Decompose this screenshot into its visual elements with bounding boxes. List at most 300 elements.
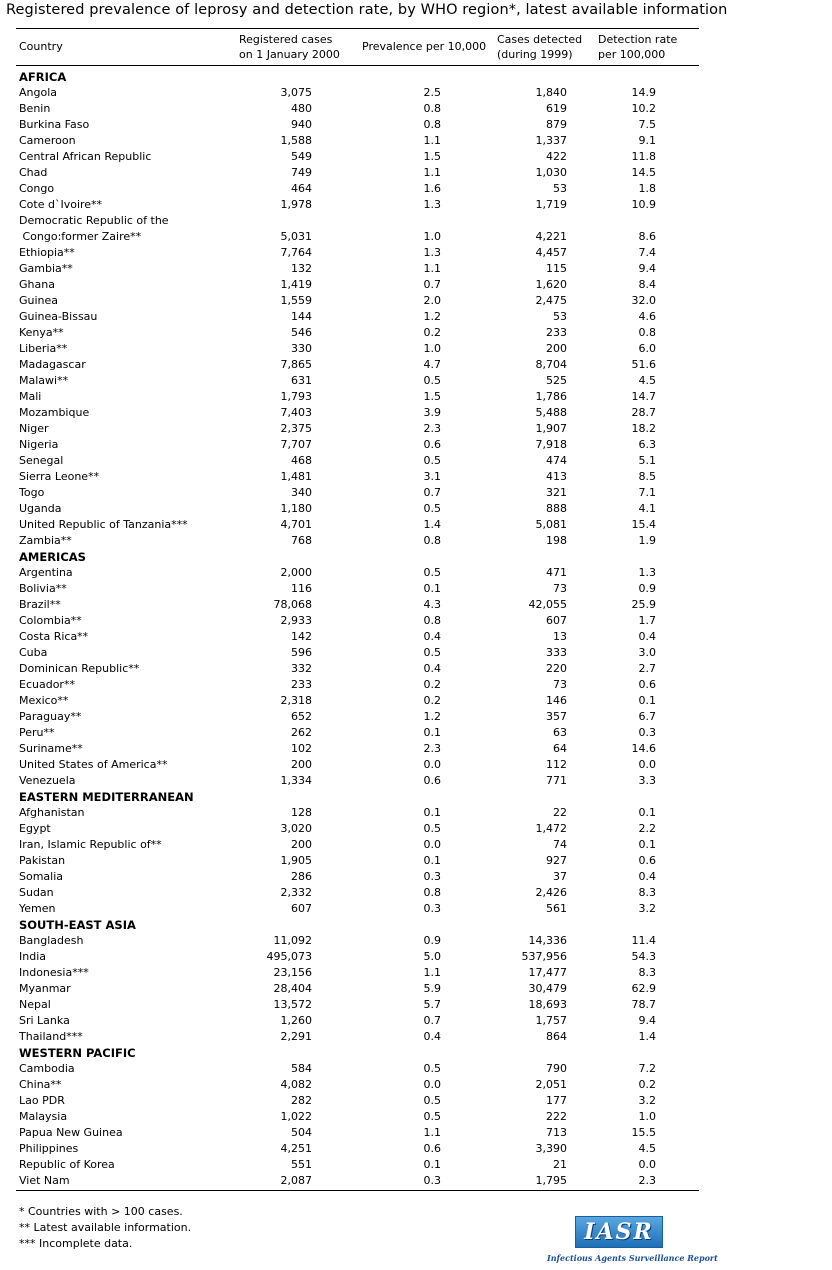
country-name: Ecuador** <box>19 678 75 691</box>
registered-cases: 2,332 <box>280 886 312 899</box>
table-row <box>16 149 699 165</box>
registered-cases: 1,559 <box>280 294 312 307</box>
cases-detected: 321 <box>546 486 567 499</box>
registered-cases: 1,180 <box>280 502 312 515</box>
table-row <box>16 533 699 549</box>
prevalence-value: 0.6 <box>423 438 441 451</box>
country-name: Republic of Korea <box>19 1158 115 1171</box>
detection-rate: 14.5 <box>631 166 656 179</box>
registered-cases: 78,068 <box>273 598 312 611</box>
country-name: United Republic of Tanzania*** <box>19 518 188 531</box>
country-name: Kenya** <box>19 326 64 339</box>
registered-cases: 4,082 <box>280 1078 312 1091</box>
table-row <box>16 725 699 741</box>
country-name: Sierra Leone** <box>19 470 100 483</box>
registered-cases: 464 <box>291 182 312 195</box>
registered-cases: 2,318 <box>280 694 312 707</box>
detection-rate: 15.4 <box>631 518 656 531</box>
detection-rate: 0.3 <box>638 726 656 739</box>
cases-detected: 790 <box>546 1062 567 1075</box>
cases-detected: 1,795 <box>535 1174 567 1187</box>
header-detected-line2: (during 1999) <box>497 48 573 61</box>
cases-detected: 1,472 <box>535 822 567 835</box>
cases-detected: 1,030 <box>535 166 567 179</box>
country-name: Suriname** <box>19 742 83 755</box>
detection-rate: 2.7 <box>638 662 656 675</box>
table-row <box>16 133 699 149</box>
table-row <box>16 325 699 341</box>
table-row <box>16 469 699 485</box>
registered-cases: 749 <box>291 166 312 179</box>
cases-detected: 1,337 <box>535 134 567 147</box>
cases-detected: 4,457 <box>535 246 567 259</box>
country-name: Dominican Republic** <box>19 662 140 675</box>
detection-rate: 1.7 <box>638 614 656 627</box>
registered-cases: 282 <box>291 1094 312 1107</box>
header-country: Country <box>19 40 63 53</box>
table-row <box>16 437 699 453</box>
registered-cases: 233 <box>291 678 312 691</box>
table-row <box>16 645 699 661</box>
cases-detected: 927 <box>546 854 567 867</box>
prevalence-value: 1.3 <box>423 246 441 259</box>
registered-cases: 7,764 <box>280 246 312 259</box>
prevalence-value: 0.7 <box>423 278 441 291</box>
detection-rate: 62.9 <box>631 982 656 995</box>
detection-rate: 1.3 <box>638 566 656 579</box>
table-row <box>16 965 699 981</box>
country-name: Viet Nam <box>19 1174 70 1187</box>
cases-detected: 713 <box>546 1126 567 1139</box>
registered-cases: 551 <box>291 1158 312 1171</box>
registered-cases: 546 <box>291 326 312 339</box>
detection-rate: 8.5 <box>638 470 656 483</box>
registered-cases: 23,156 <box>273 966 312 979</box>
prevalence-value: 1.0 <box>423 342 441 355</box>
prevalence-value: 1.1 <box>423 166 441 179</box>
country-name: Bolivia** <box>19 582 67 595</box>
detection-rate: 4.6 <box>638 310 656 323</box>
cases-detected: 2,426 <box>535 886 567 899</box>
prevalence-value: 1.3 <box>423 198 441 211</box>
registered-cases: 1,905 <box>280 854 312 867</box>
registered-cases: 128 <box>291 806 312 819</box>
table-row <box>16 389 699 405</box>
prevalence-value: 0.8 <box>423 886 441 899</box>
detection-rate: 11.4 <box>631 934 656 947</box>
cases-detected: 13 <box>553 630 567 643</box>
detection-rate: 1.4 <box>638 1030 656 1043</box>
registered-cases: 200 <box>291 838 312 851</box>
cases-detected: 42,055 <box>528 598 567 611</box>
detection-rate: 7.5 <box>638 118 656 131</box>
country-name: Zambia** <box>19 534 72 547</box>
cases-detected: 537,956 <box>521 950 567 963</box>
region-heading <box>16 1045 699 1061</box>
country-name: Yemen <box>19 902 56 915</box>
table-row <box>16 373 699 389</box>
country-name: Nepal <box>19 998 51 1011</box>
registered-cases: 4,701 <box>280 518 312 531</box>
cases-detected: 7,918 <box>535 438 567 451</box>
country-name: Ethiopia** <box>19 246 75 259</box>
region-name: AMERICAS <box>19 550 86 564</box>
prevalence-value: 0.0 <box>423 758 441 771</box>
registered-cases: 13,572 <box>273 998 312 1011</box>
cases-detected: 333 <box>546 646 567 659</box>
table-row <box>16 213 699 229</box>
prevalence-value: 0.5 <box>423 566 441 579</box>
iasr-logo-text: IASR <box>584 1219 654 1245</box>
prevalence-value: 5.7 <box>423 998 441 1011</box>
prevalence-value: 0.1 <box>423 806 441 819</box>
country-name: Brazil** <box>19 598 61 611</box>
cases-detected: 200 <box>546 342 567 355</box>
table-row <box>16 1109 699 1125</box>
header-registered-line1: Registered cases <box>239 33 333 46</box>
country-name: Mozambique <box>19 406 90 419</box>
iasr-logo-box <box>575 1216 663 1248</box>
prevalence-value: 0.3 <box>423 870 441 883</box>
table-row <box>16 341 699 357</box>
region-heading <box>16 69 699 85</box>
table-row <box>16 1157 699 1173</box>
registered-cases: 2,933 <box>280 614 312 627</box>
table-row <box>16 101 699 117</box>
table-row <box>16 949 699 965</box>
country-name: Philippines <box>19 1142 79 1155</box>
registered-cases: 3,075 <box>280 86 312 99</box>
table-row <box>16 1029 699 1045</box>
prevalence-value: 0.0 <box>423 838 441 851</box>
registered-cases: 132 <box>291 262 312 275</box>
registered-cases: 2,291 <box>280 1030 312 1043</box>
table-row <box>16 901 699 917</box>
detection-rate: 14.9 <box>631 86 656 99</box>
table-row <box>16 1077 699 1093</box>
cases-detected: 4,221 <box>535 230 567 243</box>
cases-detected: 1,719 <box>535 198 567 211</box>
detection-rate: 0.0 <box>638 758 656 771</box>
detection-rate: 6.0 <box>638 342 656 355</box>
cases-detected: 64 <box>553 742 567 755</box>
table-row <box>16 805 699 821</box>
cases-detected: 17,477 <box>528 966 567 979</box>
country-name: Malawi** <box>19 374 69 387</box>
cases-detected: 474 <box>546 454 567 467</box>
registered-cases: 468 <box>291 454 312 467</box>
country-name: Venezuela <box>19 774 76 787</box>
prevalence-value: 2.3 <box>423 422 441 435</box>
cases-detected: 63 <box>553 726 567 739</box>
table-row <box>16 981 699 997</box>
country-name: Costa Rica** <box>19 630 89 643</box>
cases-detected: 74 <box>553 838 567 851</box>
detection-rate: 1.8 <box>638 182 656 195</box>
prevalence-value: 0.3 <box>423 902 441 915</box>
prevalence-value: 0.1 <box>423 582 441 595</box>
cases-detected: 18,693 <box>528 998 567 1011</box>
table-row <box>16 453 699 469</box>
registered-cases: 631 <box>291 374 312 387</box>
table-row <box>16 229 699 245</box>
cases-detected: 37 <box>553 870 567 883</box>
table-row <box>16 933 699 949</box>
prevalence-value: 2.3 <box>423 742 441 755</box>
country-name: Senegal <box>19 454 64 467</box>
registered-cases: 1,260 <box>280 1014 312 1027</box>
country-name: Congo <box>19 182 55 195</box>
detection-rate: 9.4 <box>638 262 656 275</box>
cases-detected: 1,786 <box>535 390 567 403</box>
cases-detected: 5,081 <box>535 518 567 531</box>
country-name: Colombia** <box>19 614 82 627</box>
registered-cases: 652 <box>291 710 312 723</box>
registered-cases: 11,092 <box>273 934 312 947</box>
detection-rate: 8.4 <box>638 278 656 291</box>
detection-rate: 9.4 <box>638 1014 656 1027</box>
table-row <box>16 597 699 613</box>
table-row <box>16 581 699 597</box>
header-prevalence: Prevalence per 10,000 <box>362 40 487 53</box>
country-name: Congo:former Zaire** <box>19 230 142 243</box>
region-heading <box>16 917 699 933</box>
table-row <box>16 85 699 101</box>
detection-rate: 2.2 <box>638 822 656 835</box>
table-row <box>16 1013 699 1029</box>
cases-detected: 619 <box>546 102 567 115</box>
table-row <box>16 869 699 885</box>
table-row <box>16 485 699 501</box>
cases-detected: 233 <box>546 326 567 339</box>
table-row <box>16 757 699 773</box>
country-name: Mexico** <box>19 694 69 707</box>
detection-rate: 4.5 <box>638 1142 656 1155</box>
detection-rate: 1.9 <box>638 534 656 547</box>
prevalence-value: 0.4 <box>423 1030 441 1043</box>
prevalence-value: 4.3 <box>423 598 441 611</box>
iasr-logo <box>545 1215 718 1265</box>
detection-rate: 0.6 <box>638 678 656 691</box>
region-heading <box>16 549 699 565</box>
registered-cases: 2,000 <box>280 566 312 579</box>
detection-rate: 4.5 <box>638 374 656 387</box>
footnote-double-star: ** Latest available information. <box>19 1221 192 1234</box>
table-row <box>16 709 699 725</box>
detection-rate: 28.7 <box>631 406 656 419</box>
registered-cases: 940 <box>291 118 312 131</box>
registered-cases: 3,020 <box>280 822 312 835</box>
prevalence-value: 0.5 <box>423 646 441 659</box>
region-name: WESTERN PACIFIC <box>19 1046 136 1060</box>
country-name: Thailand*** <box>19 1030 83 1043</box>
country-name: Burkina Faso <box>19 118 90 131</box>
table-row <box>16 853 699 869</box>
prevalence-value: 0.4 <box>423 630 441 643</box>
country-name: Liberia** <box>19 342 68 355</box>
country-name: Cambodia <box>19 1062 75 1075</box>
prevalence-value: 0.5 <box>423 1110 441 1123</box>
cases-detected: 177 <box>546 1094 567 1107</box>
footnote-triple-star: *** Incomplete data. <box>19 1237 133 1250</box>
footnote-single-star: * Countries with > 100 cases. <box>19 1205 183 1218</box>
country-name: Somalia <box>19 870 64 883</box>
detection-rate: 3.2 <box>638 902 656 915</box>
country-name: Iran, Islamic Republic of** <box>19 838 162 851</box>
prevalence-value: 0.8 <box>423 534 441 547</box>
detection-rate: 25.9 <box>631 598 656 611</box>
detection-rate: 14.6 <box>631 742 656 755</box>
footnotes <box>19 1204 191 1252</box>
cases-detected: 357 <box>546 710 567 723</box>
prevalence-value: 1.1 <box>423 262 441 275</box>
country-name: Pakistan <box>19 854 66 867</box>
country-name: India <box>19 950 46 963</box>
registered-cases: 200 <box>291 758 312 771</box>
cases-detected: 525 <box>546 374 567 387</box>
table-row <box>16 1173 699 1189</box>
country-name: Papua New Guinea <box>19 1126 123 1139</box>
prevalence-value: 0.5 <box>423 454 441 467</box>
registered-cases: 332 <box>291 662 312 675</box>
registered-cases: 1,588 <box>280 134 312 147</box>
cases-detected: 112 <box>546 758 567 771</box>
region-heading <box>16 789 699 805</box>
table-row <box>16 773 699 789</box>
prevalence-value: 1.1 <box>423 966 441 979</box>
table-row <box>16 741 699 757</box>
table-row <box>16 629 699 645</box>
detection-rate: 7.2 <box>638 1062 656 1075</box>
cases-detected: 30,479 <box>528 982 567 995</box>
prevalence-value: 0.2 <box>423 694 441 707</box>
table-row <box>16 1125 699 1141</box>
country-name: Cote d`Ivoire** <box>19 198 103 211</box>
page-title: Registered prevalence of leprosy and detection rate, by WHO region*, latest available information <box>6 2 728 18</box>
registered-cases: 1,978 <box>280 198 312 211</box>
prevalence-value: 1.1 <box>423 134 441 147</box>
cases-detected: 73 <box>553 582 567 595</box>
prevalence-value: 0.0 <box>423 1078 441 1091</box>
detection-rate: 18.2 <box>631 422 656 435</box>
table-row <box>16 245 699 261</box>
country-name: Mali <box>19 390 42 403</box>
table-row <box>16 197 699 213</box>
country-name: Bangladesh <box>19 934 84 947</box>
detection-rate: 8.3 <box>638 886 656 899</box>
prevalence-value: 0.1 <box>423 726 441 739</box>
table-row <box>16 677 699 693</box>
cases-detected: 146 <box>546 694 567 707</box>
header-registered-line2: on 1 January 2000 <box>239 48 340 61</box>
registered-cases: 7,865 <box>280 358 312 371</box>
table-top-rule <box>16 28 699 29</box>
table-row <box>16 165 699 181</box>
prevalence-value: 1.5 <box>423 390 441 403</box>
country-name: Paraguay** <box>19 710 82 723</box>
prevalence-value: 0.5 <box>423 1094 441 1107</box>
prevalence-value: 0.1 <box>423 854 441 867</box>
prevalence-value: 0.5 <box>423 822 441 835</box>
prevalence-value: 0.2 <box>423 326 441 339</box>
detection-rate: 11.8 <box>631 150 656 163</box>
cases-detected: 1,840 <box>535 86 567 99</box>
country-name: Sudan <box>19 886 54 899</box>
region-name: EASTERN MEDITERRANEAN <box>19 790 194 804</box>
prevalence-value: 1.1 <box>423 1126 441 1139</box>
table-row <box>16 821 699 837</box>
header-rate-line2: per 100,000 <box>598 48 666 61</box>
cases-detected: 220 <box>546 662 567 675</box>
registered-cases: 7,403 <box>280 406 312 419</box>
table-row <box>16 309 699 325</box>
country-name: Lao PDR <box>19 1094 65 1107</box>
table-row <box>16 117 699 133</box>
prevalence-value: 1.2 <box>423 310 441 323</box>
prevalence-value: 0.8 <box>423 118 441 131</box>
country-name: Nigeria <box>19 438 59 451</box>
registered-cases: 330 <box>291 342 312 355</box>
prevalence-value: 0.1 <box>423 1158 441 1171</box>
prevalence-value: 0.5 <box>423 502 441 515</box>
registered-cases: 1,022 <box>280 1110 312 1123</box>
table-row <box>16 181 699 197</box>
prevalence-value: 3.1 <box>423 470 441 483</box>
detection-rate: 10.9 <box>631 198 656 211</box>
country-name: Togo <box>19 486 45 499</box>
registered-cases: 262 <box>291 726 312 739</box>
cases-detected: 21 <box>553 1158 567 1171</box>
table-row <box>16 277 699 293</box>
registered-cases: 28,404 <box>273 982 312 995</box>
detection-rate: 0.2 <box>638 1078 656 1091</box>
detection-rate: 9.1 <box>638 134 656 147</box>
prevalence-value: 0.4 <box>423 662 441 675</box>
detection-rate: 8.3 <box>638 966 656 979</box>
registered-cases: 142 <box>291 630 312 643</box>
cases-detected: 771 <box>546 774 567 787</box>
cases-detected: 1,757 <box>535 1014 567 1027</box>
header-rate-line1: Detection rate <box>598 33 678 46</box>
registered-cases: 768 <box>291 534 312 547</box>
cases-detected: 53 <box>553 182 567 195</box>
cases-detected: 561 <box>546 902 567 915</box>
prevalence-value: 1.6 <box>423 182 441 195</box>
cases-detected: 471 <box>546 566 567 579</box>
cases-detected: 115 <box>546 262 567 275</box>
detection-rate: 6.3 <box>638 438 656 451</box>
table-row <box>16 661 699 677</box>
prevalence-value: 1.0 <box>423 230 441 243</box>
prevalence-value: 1.5 <box>423 150 441 163</box>
prevalence-value: 5.0 <box>423 950 441 963</box>
registered-cases: 2,087 <box>280 1174 312 1187</box>
detection-rate: 3.2 <box>638 1094 656 1107</box>
country-name: Cuba <box>19 646 48 659</box>
iasr-logo-subtitle: Infectious Agents Surveillance Report <box>547 1253 718 1263</box>
table-bottom-rule <box>16 1190 699 1191</box>
prevalence-value: 0.7 <box>423 486 441 499</box>
detection-rate: 7.4 <box>638 246 656 259</box>
table-row <box>16 1141 699 1157</box>
table-row <box>16 261 699 277</box>
registered-cases: 7,707 <box>280 438 312 451</box>
cases-detected: 2,475 <box>535 294 567 307</box>
cases-detected: 607 <box>546 614 567 627</box>
registered-cases: 2,375 <box>280 422 312 435</box>
country-name: Chad <box>19 166 48 179</box>
country-name: Malaysia <box>19 1110 68 1123</box>
